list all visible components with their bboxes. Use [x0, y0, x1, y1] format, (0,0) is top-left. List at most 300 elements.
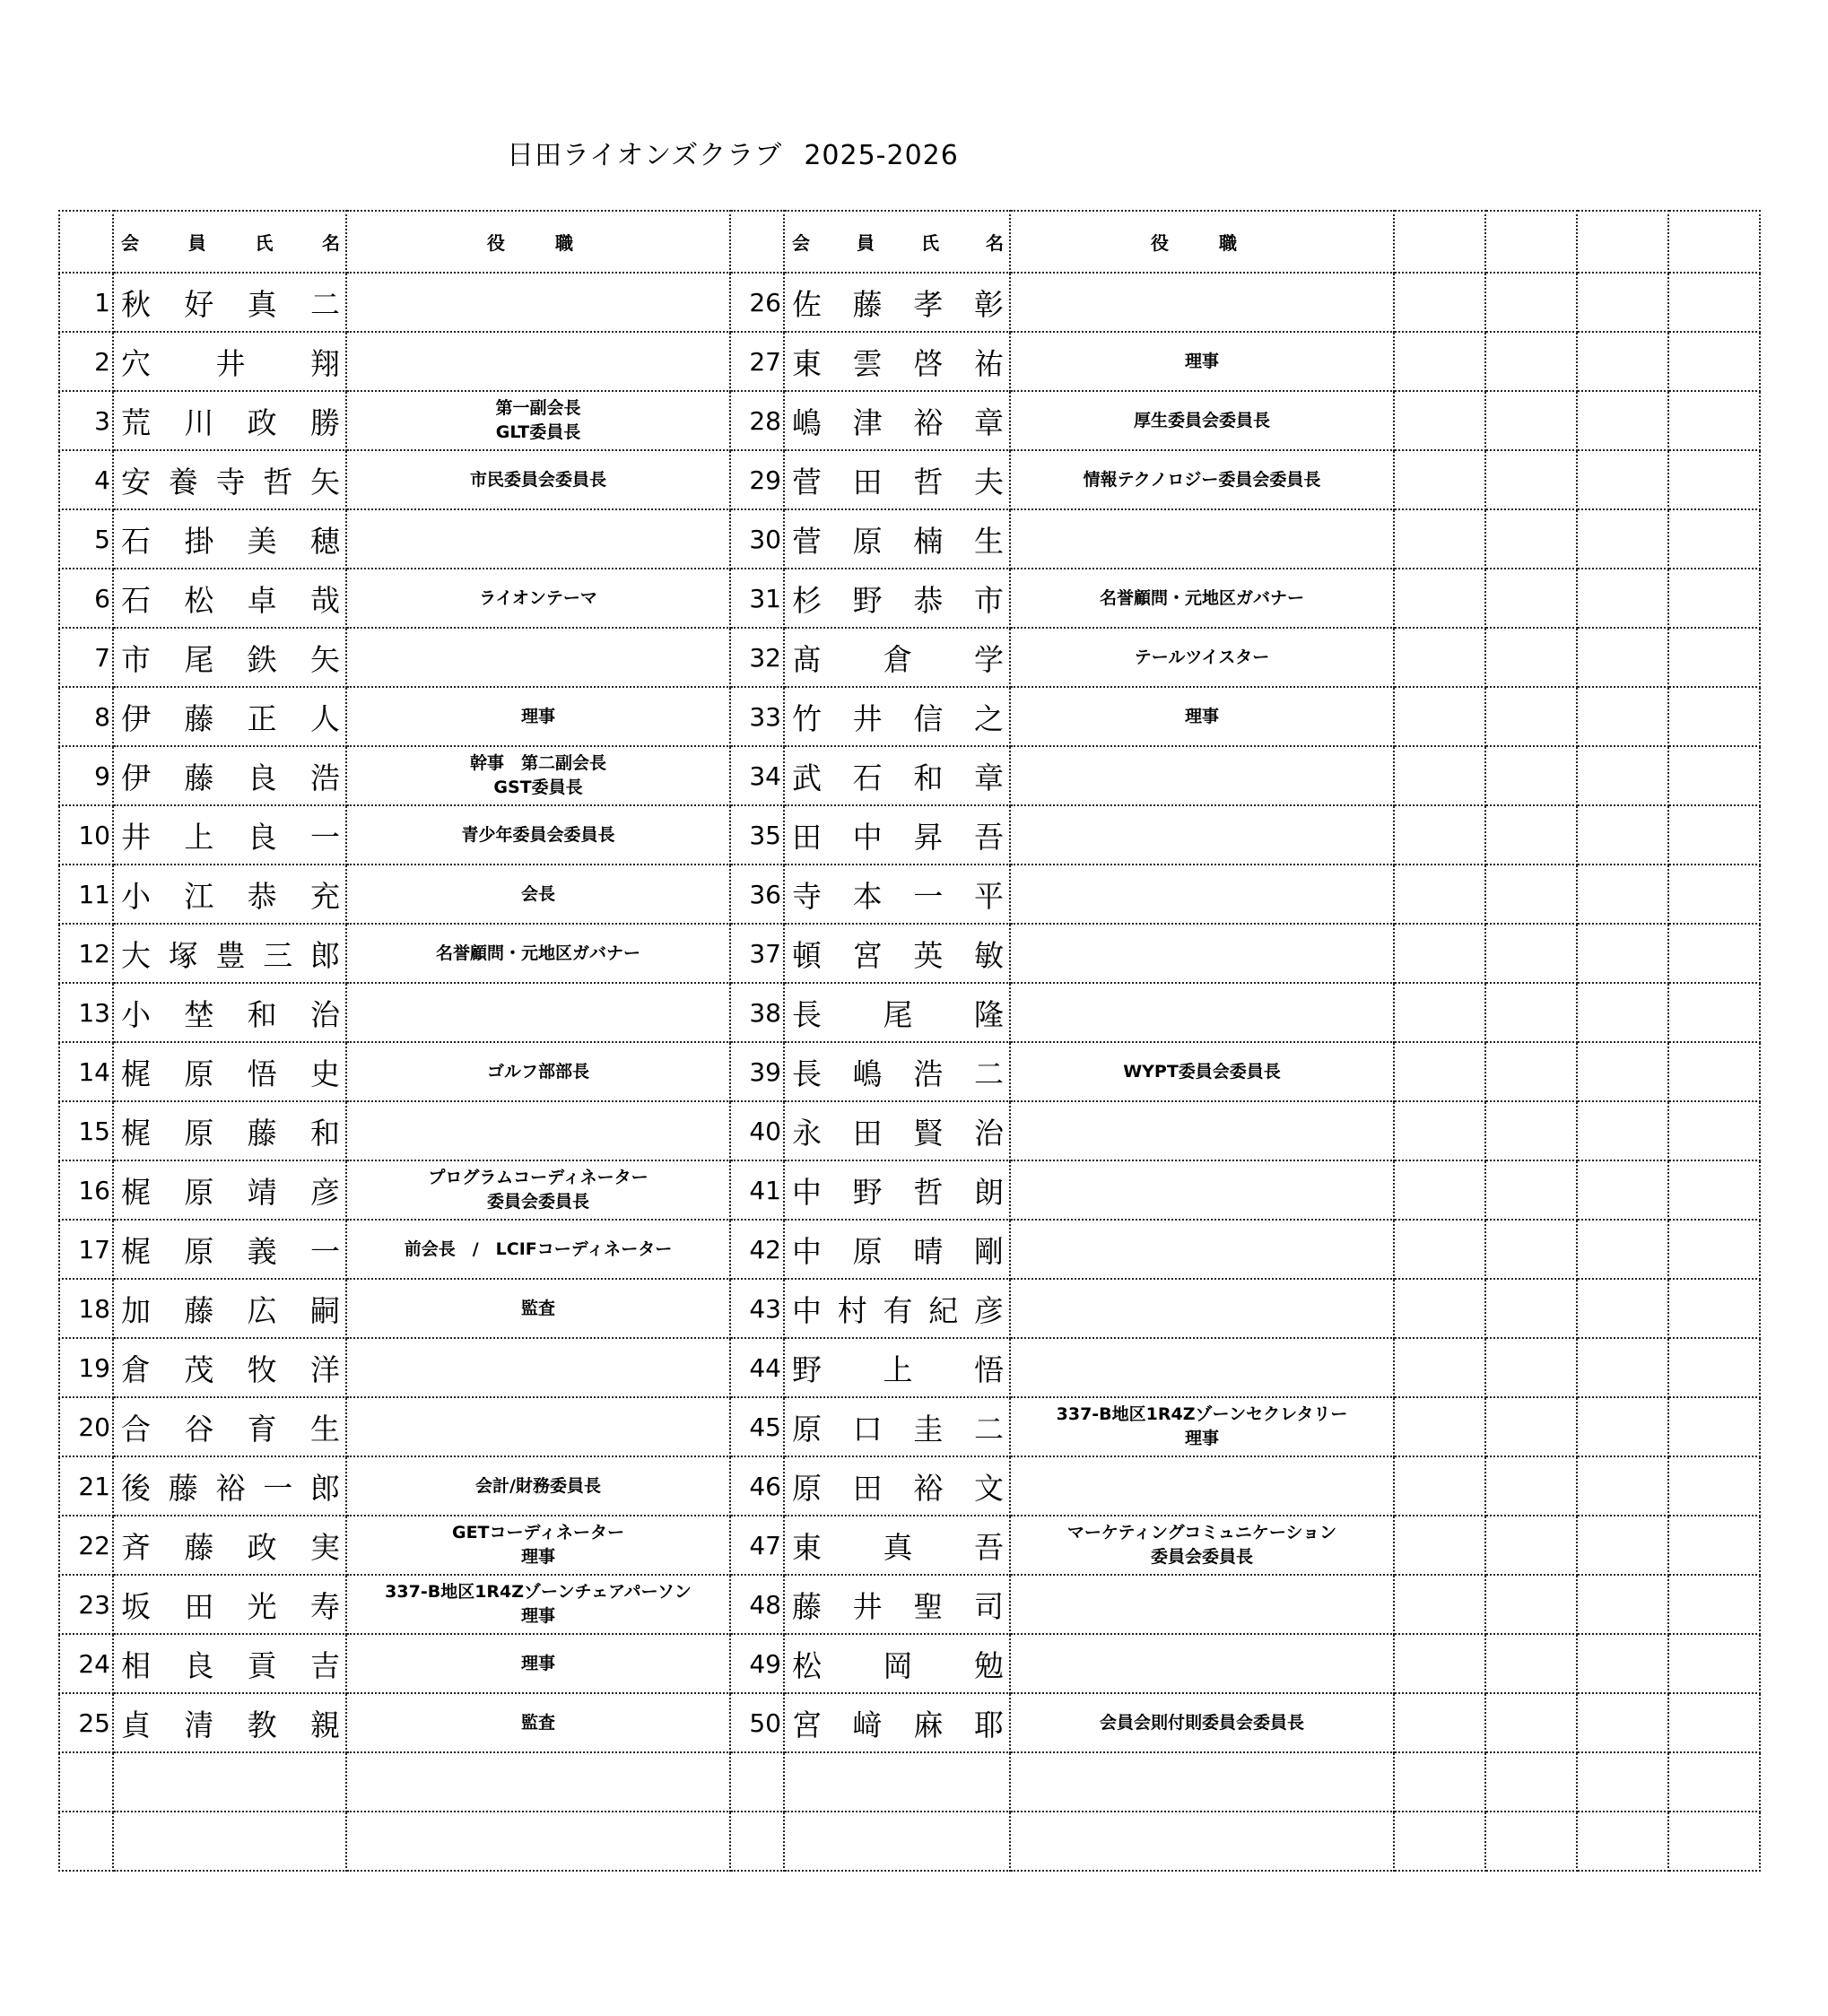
member-role: 前会長 / LCIFコーディネーター	[346, 1220, 730, 1279]
member-name: 大塚豊三郎	[113, 924, 346, 983]
extra-cell	[1485, 1456, 1577, 1516]
extra-cell	[1668, 746, 1760, 805]
empty-cell	[1577, 1752, 1668, 1812]
extra-cell	[1394, 1397, 1485, 1456]
member-role	[346, 1397, 730, 1456]
member-row	[59, 509, 1760, 569]
member-number: 38	[730, 983, 784, 1042]
extra-cell	[1668, 1220, 1760, 1279]
member-number: 27	[730, 332, 784, 391]
extra-cell	[1394, 805, 1485, 865]
member-role: 337-B地区1R4Zゾーンセクレタリー 理事	[1010, 1397, 1394, 1456]
member-role	[1010, 273, 1394, 332]
member-name: 菅原楠生	[784, 509, 1010, 569]
empty-cell	[1394, 1812, 1485, 1871]
member-role: 名誉顧問・元地区ガバナー	[1010, 569, 1394, 628]
extra-cell	[1485, 1160, 1577, 1220]
member-role	[1010, 865, 1394, 924]
member-name: 武石和章	[784, 746, 1010, 805]
extra-cell	[1485, 1338, 1577, 1397]
extra-cell	[1394, 1101, 1485, 1160]
extra-cell	[1485, 687, 1577, 746]
member-role	[346, 273, 730, 332]
member-name: 石松卓哉	[113, 569, 346, 628]
extra-cell	[1668, 273, 1760, 332]
member-role	[1010, 1101, 1394, 1160]
extra-cell	[1668, 1397, 1760, 1456]
extra-cell	[1485, 1220, 1577, 1279]
member-role	[1010, 1575, 1394, 1634]
member-number: 34	[730, 746, 784, 805]
member-number: 43	[730, 1279, 784, 1338]
extra-cell	[1577, 1693, 1668, 1752]
extra-cell	[1394, 924, 1485, 983]
extra-cell	[1485, 628, 1577, 687]
member-role	[346, 983, 730, 1042]
extra-cell	[1394, 746, 1485, 805]
member-role: 監査	[346, 1279, 730, 1338]
member-role: GETコーディネーター 理事	[346, 1516, 730, 1575]
member-row	[59, 628, 1760, 687]
member-role: 会計/財務委員長	[346, 1456, 730, 1516]
member-name: 中原晴剛	[784, 1220, 1010, 1279]
empty-cell	[59, 1752, 113, 1812]
extra-cell	[1394, 509, 1485, 569]
extra-cell	[1485, 273, 1577, 332]
member-row	[59, 1693, 1760, 1752]
member-row	[59, 1220, 1760, 1279]
member-name: 田中昇吾	[784, 805, 1010, 865]
extra-cell	[1485, 1279, 1577, 1338]
extra-cell	[1577, 1279, 1668, 1338]
member-name: 石掛美穂	[113, 509, 346, 569]
extra-cell	[1394, 450, 1485, 509]
member-number: 26	[730, 273, 784, 332]
member-role	[1010, 983, 1394, 1042]
empty-cell	[784, 1812, 1010, 1871]
extra-cell	[1577, 1397, 1668, 1456]
extra-cell	[1577, 687, 1668, 746]
member-number: 1	[59, 273, 113, 332]
extra-cell	[1577, 1220, 1668, 1279]
empty-cell	[1668, 1812, 1760, 1871]
member-role	[1010, 1279, 1394, 1338]
extra-cell	[1668, 1634, 1760, 1693]
member-row	[59, 924, 1760, 983]
member-role: 337-B地区1R4Zゾーンチェアパーソン 理事	[346, 1575, 730, 1634]
extra-cell	[1485, 1693, 1577, 1752]
extra-cell	[1577, 924, 1668, 983]
extra-cell	[1485, 1575, 1577, 1634]
member-number: 44	[730, 1338, 784, 1397]
extra-cell	[1668, 1279, 1760, 1338]
member-name: 松 岡 勉	[784, 1634, 1010, 1693]
empty-cell	[730, 1752, 784, 1812]
member-name: 井上良一	[113, 805, 346, 865]
extra-cell	[1394, 687, 1485, 746]
extra-cell	[1394, 983, 1485, 1042]
extra-cell	[1577, 273, 1668, 332]
member-number: 15	[59, 1101, 113, 1160]
member-role: 監査	[346, 1693, 730, 1752]
member-row	[59, 1456, 1760, 1516]
extra-cell	[1485, 746, 1577, 805]
member-name: 合谷育生	[113, 1397, 346, 1456]
member-row	[59, 391, 1760, 450]
member-number: 46	[730, 1456, 784, 1516]
member-role: 会長	[346, 865, 730, 924]
member-number: 16	[59, 1160, 113, 1220]
member-number: 18	[59, 1279, 113, 1338]
member-role: 名誉顧問・元地区ガバナー	[346, 924, 730, 983]
member-role	[1010, 1160, 1394, 1220]
extra-cell	[1394, 865, 1485, 924]
extra-cell	[1394, 332, 1485, 391]
member-role: テールツイスター	[1010, 628, 1394, 687]
club-year: 2025-2026	[804, 140, 959, 171]
member-role	[1010, 1220, 1394, 1279]
extra-cell	[1668, 805, 1760, 865]
empty-cell	[1485, 1752, 1577, 1812]
member-row	[59, 273, 1760, 332]
member-number: 3	[59, 391, 113, 450]
header-no-right	[730, 211, 784, 273]
member-name: 梶原悟史	[113, 1042, 346, 1101]
member-name: 小江恭充	[113, 865, 346, 924]
extra-cell	[1668, 1456, 1760, 1516]
member-name: 宮﨑麻耶	[784, 1693, 1010, 1752]
member-number: 25	[59, 1693, 113, 1752]
extra-cell	[1485, 332, 1577, 391]
extra-cell	[1485, 1634, 1577, 1693]
member-name: 佐藤孝彰	[784, 273, 1010, 332]
member-row	[59, 687, 1760, 746]
member-number: 20	[59, 1397, 113, 1456]
member-row	[59, 1634, 1760, 1693]
extra-cell	[1577, 391, 1668, 450]
member-name: 後藤裕一郎	[113, 1456, 346, 1516]
member-number: 10	[59, 805, 113, 865]
extra-cell	[1577, 805, 1668, 865]
extra-cell	[1394, 1575, 1485, 1634]
member-role: 会員会則付則委員会委員長	[1010, 1693, 1394, 1752]
extra-cell	[1485, 865, 1577, 924]
extra-cell	[1394, 391, 1485, 450]
member-role: 市民委員会委員長	[346, 450, 730, 509]
member-number: 31	[730, 569, 784, 628]
member-number: 29	[730, 450, 784, 509]
extra-cell	[1485, 805, 1577, 865]
member-name: 加藤広嗣	[113, 1279, 346, 1338]
extra-cell	[1485, 983, 1577, 1042]
member-name: 梶原義一	[113, 1220, 346, 1279]
member-number: 40	[730, 1101, 784, 1160]
extra-cell	[1668, 924, 1760, 983]
member-number: 7	[59, 628, 113, 687]
extra-cell	[1668, 1516, 1760, 1575]
extra-cell	[1668, 1338, 1760, 1397]
member-row	[59, 805, 1760, 865]
member-number: 33	[730, 687, 784, 746]
member-role: ゴルフ部部長	[346, 1042, 730, 1101]
member-name: 野 上 悟	[784, 1338, 1010, 1397]
header-no-left	[59, 211, 113, 273]
member-role: 理事	[346, 1634, 730, 1693]
member-role: 情報テクノロジー委員会委員長	[1010, 450, 1394, 509]
member-name: 竹井信之	[784, 687, 1010, 746]
extra-cell	[1668, 983, 1760, 1042]
extra-cell	[1577, 1575, 1668, 1634]
member-role: ライオンテーマ	[346, 569, 730, 628]
extra-cell	[1394, 1634, 1485, 1693]
empty-cell	[1485, 1812, 1577, 1871]
empty-cell	[730, 1812, 784, 1871]
extra-cell	[1577, 1160, 1668, 1220]
empty-cell	[113, 1812, 346, 1871]
member-number: 19	[59, 1338, 113, 1397]
extra-cell	[1577, 1516, 1668, 1575]
empty-cell	[1394, 1752, 1485, 1812]
member-role: プログラムコーディネーター 委員会委員長	[346, 1160, 730, 1220]
member-role	[346, 628, 730, 687]
member-role: 理事	[346, 687, 730, 746]
member-name: 中野哲朗	[784, 1160, 1010, 1220]
member-role: 理事	[1010, 332, 1394, 391]
member-role	[346, 1101, 730, 1160]
member-name: 菅田哲夫	[784, 450, 1010, 509]
extra-cell	[1485, 1516, 1577, 1575]
extra-cell	[1485, 1042, 1577, 1101]
member-number: 5	[59, 509, 113, 569]
header-extra-col	[1577, 211, 1668, 273]
member-role: 厚生委員会委員長	[1010, 391, 1394, 450]
member-role: 青少年委員会委員長	[346, 805, 730, 865]
member-role: WYPT委員会委員長	[1010, 1042, 1394, 1101]
empty-cell	[346, 1812, 730, 1871]
header-member-name-right: 会 員 氏 名	[784, 211, 1010, 273]
member-number: 6	[59, 569, 113, 628]
member-name: 坂田光寿	[113, 1575, 346, 1634]
document-title	[507, 133, 959, 172]
extra-cell	[1394, 1042, 1485, 1101]
member-number: 12	[59, 924, 113, 983]
empty-cell	[1577, 1812, 1668, 1871]
member-name: 倉茂牧洋	[113, 1338, 346, 1397]
member-number: 17	[59, 1220, 113, 1279]
member-role: マーケティングコミュニケーション 委員会委員長	[1010, 1516, 1394, 1575]
member-name: 永田賢治	[784, 1101, 1010, 1160]
member-number: 13	[59, 983, 113, 1042]
member-number: 4	[59, 450, 113, 509]
member-role: 第一副会長 GLT委員長	[346, 391, 730, 450]
extra-cell	[1485, 569, 1577, 628]
member-name: 小埜和治	[113, 983, 346, 1042]
extra-cell	[1394, 1516, 1485, 1575]
empty-cell	[346, 1752, 730, 1812]
extra-cell	[1668, 1101, 1760, 1160]
empty-cell	[1010, 1812, 1394, 1871]
member-number: 32	[730, 628, 784, 687]
member-row	[59, 1101, 1760, 1160]
extra-cell	[1485, 924, 1577, 983]
member-row	[59, 450, 1760, 509]
member-number: 48	[730, 1575, 784, 1634]
member-role	[346, 1338, 730, 1397]
member-row	[59, 569, 1760, 628]
extra-cell	[1394, 1220, 1485, 1279]
member-number: 28	[730, 391, 784, 450]
extra-cell	[1577, 1456, 1668, 1516]
member-row	[59, 746, 1760, 805]
member-name: 髙 倉 学	[784, 628, 1010, 687]
member-number: 14	[59, 1042, 113, 1101]
member-name: 安養寺哲矢	[113, 450, 346, 509]
member-name: 荒川政勝	[113, 391, 346, 450]
empty-cell	[1010, 1752, 1394, 1812]
extra-cell	[1577, 1338, 1668, 1397]
member-role	[1010, 924, 1394, 983]
member-row	[59, 1516, 1760, 1575]
member-role	[1010, 1634, 1394, 1693]
extra-cell	[1577, 628, 1668, 687]
member-role	[1010, 1338, 1394, 1397]
member-name: 秋好真二	[113, 273, 346, 332]
member-role	[346, 332, 730, 391]
member-name: 貞清教親	[113, 1693, 346, 1752]
member-name: 寺本一平	[784, 865, 1010, 924]
member-name: 藤井聖司	[784, 1575, 1010, 1634]
empty-row	[59, 1752, 1760, 1812]
extra-cell	[1394, 628, 1485, 687]
extra-cell	[1577, 746, 1668, 805]
member-row	[59, 332, 1760, 391]
extra-cell	[1485, 509, 1577, 569]
empty-cell	[113, 1752, 346, 1812]
extra-cell	[1485, 391, 1577, 450]
member-name: 斉藤政実	[113, 1516, 346, 1575]
extra-cell	[1668, 1693, 1760, 1752]
member-number: 21	[59, 1456, 113, 1516]
member-role	[1010, 509, 1394, 569]
extra-cell	[1668, 1160, 1760, 1220]
extra-cell	[1668, 628, 1760, 687]
member-name: 嶋津裕章	[784, 391, 1010, 450]
member-name: 頓宮英敏	[784, 924, 1010, 983]
member-row	[59, 1397, 1760, 1456]
empty-row	[59, 1812, 1760, 1871]
member-number: 24	[59, 1634, 113, 1693]
member-name: 杉野恭市	[784, 569, 1010, 628]
member-number: 50	[730, 1693, 784, 1752]
member-name: 伊藤正人	[113, 687, 346, 746]
extra-cell	[1577, 450, 1668, 509]
member-row	[59, 1338, 1760, 1397]
extra-cell	[1394, 1693, 1485, 1752]
extra-cell	[1394, 1279, 1485, 1338]
member-number: 2	[59, 332, 113, 391]
member-number: 42	[730, 1220, 784, 1279]
header-member-name-left: 会 員 氏 名	[113, 211, 346, 273]
member-number: 47	[730, 1516, 784, 1575]
member-name: 東 真 吾	[784, 1516, 1010, 1575]
extra-cell	[1577, 569, 1668, 628]
extra-cell	[1668, 865, 1760, 924]
member-name: 長 尾 隆	[784, 983, 1010, 1042]
member-number: 30	[730, 509, 784, 569]
extra-cell	[1394, 1338, 1485, 1397]
member-row	[59, 1160, 1760, 1220]
member-row	[59, 865, 1760, 924]
header-extra-col	[1394, 211, 1485, 273]
member-number: 41	[730, 1160, 784, 1220]
member-name: 市尾鉄矢	[113, 628, 346, 687]
header-extra-col	[1668, 211, 1760, 273]
member-number: 8	[59, 687, 113, 746]
member-name: 東雲啓祐	[784, 332, 1010, 391]
member-name: 相良貢吉	[113, 1634, 346, 1693]
member-role	[1010, 746, 1394, 805]
member-roster-table	[58, 210, 1761, 1872]
member-number: 23	[59, 1575, 113, 1634]
member-name: 中村有紀彦	[784, 1279, 1010, 1338]
member-row	[59, 1042, 1760, 1101]
member-name: 原田裕文	[784, 1456, 1010, 1516]
club-name: 日田ライオンズクラブ	[507, 140, 783, 171]
member-name: 伊藤良浩	[113, 746, 346, 805]
member-name: 梶原藤和	[113, 1101, 346, 1160]
extra-cell	[1485, 1397, 1577, 1456]
empty-cell	[784, 1752, 1010, 1812]
member-number: 11	[59, 865, 113, 924]
table-header-row	[59, 211, 1760, 273]
member-row	[59, 1575, 1760, 1634]
extra-cell	[1668, 450, 1760, 509]
member-number: 22	[59, 1516, 113, 1575]
extra-cell	[1668, 569, 1760, 628]
extra-cell	[1394, 1456, 1485, 1516]
member-number: 45	[730, 1397, 784, 1456]
extra-cell	[1577, 1042, 1668, 1101]
header-role-right: 役 職	[1010, 211, 1394, 273]
extra-cell	[1577, 865, 1668, 924]
extra-cell	[1577, 1101, 1668, 1160]
member-name: 穴 井 翔	[113, 332, 346, 391]
member-role: 幹事 第二副会長 GST委員長	[346, 746, 730, 805]
member-row	[59, 983, 1760, 1042]
header-role-left: 役 職	[346, 211, 730, 273]
member-role	[1010, 805, 1394, 865]
extra-cell	[1394, 273, 1485, 332]
member-role: 理事	[1010, 687, 1394, 746]
extra-cell	[1668, 1042, 1760, 1101]
member-number: 37	[730, 924, 784, 983]
extra-cell	[1577, 509, 1668, 569]
member-row	[59, 1279, 1760, 1338]
member-role	[346, 509, 730, 569]
empty-cell	[59, 1812, 113, 1871]
member-number: 39	[730, 1042, 784, 1101]
extra-cell	[1668, 391, 1760, 450]
member-role	[1010, 1456, 1394, 1516]
header-extra-col	[1485, 211, 1577, 273]
extra-cell	[1668, 1575, 1760, 1634]
member-number: 36	[730, 865, 784, 924]
empty-cell	[1668, 1752, 1760, 1812]
extra-cell	[1668, 332, 1760, 391]
member-number: 49	[730, 1634, 784, 1693]
extra-cell	[1485, 450, 1577, 509]
extra-cell	[1394, 1160, 1485, 1220]
